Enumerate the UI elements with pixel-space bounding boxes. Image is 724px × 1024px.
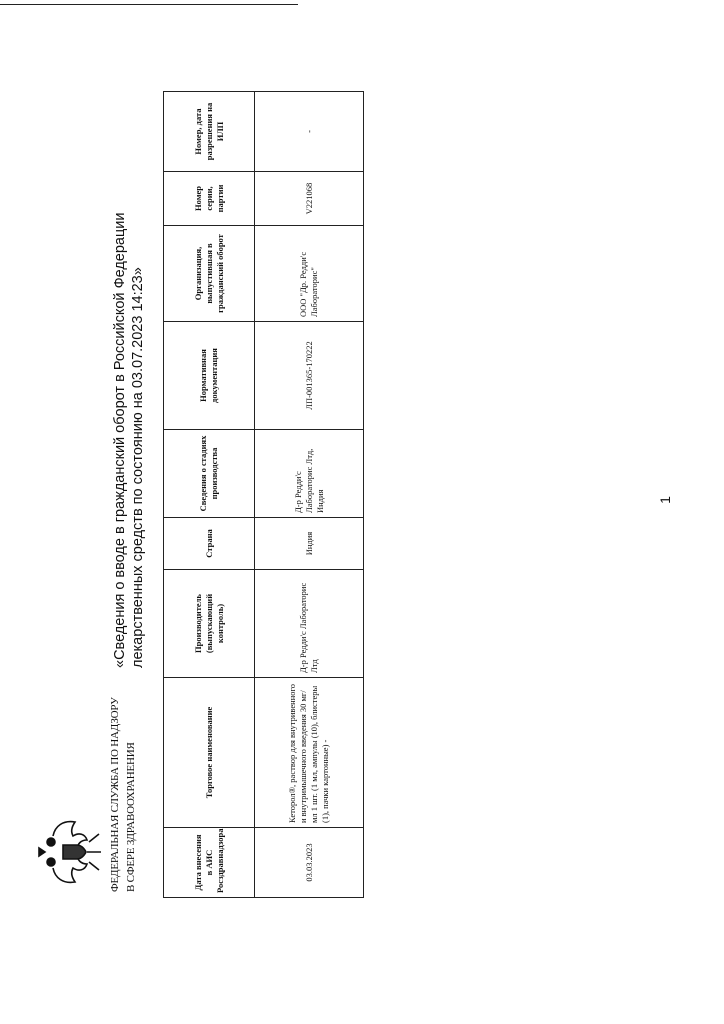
title-line-1: «Сведения о вводе в гражданский оборот в Российской Федерации: [112, 212, 128, 668]
agency-name: [107, 682, 139, 892]
column-header: Сведения о стадиях производства: [164, 430, 255, 518]
cell-manufacturer: Д-р Редди'с Лабораторис Лтд: [255, 570, 364, 678]
double-headed-eagle-emblem-icon: [35, 812, 105, 892]
column-header: Нормативная документация: [164, 322, 255, 430]
table-row: [255, 92, 364, 898]
agency-line-2: В СФЕРЕ ЗДРАВООХРАНЕНИЯ: [125, 742, 137, 892]
agency-line-1: ФЕДЕРАЛЬНАЯ СЛУЖБА ПО НАДЗОРУ: [109, 697, 121, 892]
column-header: Страна: [164, 518, 255, 570]
column-header: Организация, выпустившая в гражданский оборот: [164, 226, 255, 322]
cell-date: 03.03.2023: [255, 828, 364, 898]
column-header: Производитель (выпускающий контроль): [164, 570, 255, 678]
cell-batch: V221068: [255, 172, 364, 226]
column-header: Номер серии, партии: [164, 172, 255, 226]
title-line-2: лекарственных средств по состоянию на 03.07.2023 14:23»: [130, 267, 146, 668]
cell-trade-name: Кеторол®, раствор для внутривенного и внутримышечного введения 30 мг/мл 1 шт. (1 мл, ампулы (10), блистеры (1), пачки картонные) -: [255, 678, 364, 828]
document-title: [111, 92, 147, 668]
registry-table: [163, 91, 364, 898]
cell-organization: ООО "Др. Редди'с Лабораторис": [255, 226, 364, 322]
rotated-document: [33, 92, 359, 898]
table-header-row: [164, 92, 255, 898]
column-header: Номер, дата разрешения на ИЛП: [164, 92, 255, 172]
column-header: Торговое наименование: [164, 678, 255, 828]
page-number: 1: [657, 496, 673, 504]
cell-permit: -: [255, 92, 364, 172]
cell-country: Индия: [255, 518, 364, 570]
cell-normative-doc: ЛП-001365-170222: [255, 322, 364, 430]
column-header: Дата внесения в АИС Росздравнадзора: [164, 828, 255, 898]
top-rule: [0, 4, 298, 5]
cell-production-stages: Д-р Редди'с Лабораторис Лтд, Индия: [255, 430, 364, 518]
